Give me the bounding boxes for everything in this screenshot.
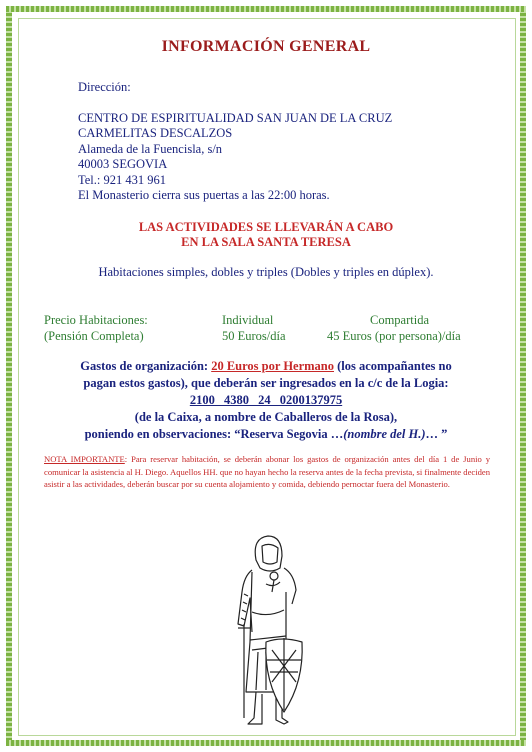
price-shared-value: 45 Euros (por persona)/día	[327, 329, 461, 343]
price-individual-head: Individual	[222, 313, 274, 327]
fees-reference-name: (nombre del H.)	[343, 427, 426, 441]
address-phone: Tel.: 921 431 961	[78, 172, 167, 187]
address-line-1: CENTRO DE ESPIRITUALIDAD SAN JUAN DE LA CRUZ	[78, 110, 393, 125]
important-note-label: NOTA IMPORTANTE	[44, 454, 125, 464]
fees-reference-post: … ”	[425, 427, 448, 441]
fees-amount: 20 Euros por Hermano	[211, 359, 334, 373]
activities-line-1: LAS ACTIVIDADES SE LLEVARÁN A CABO	[138, 220, 394, 234]
address-label: Dirección:	[78, 80, 131, 94]
price-col-label	[44, 312, 148, 344]
fees-line-4: (de la Caixa, a nombre de Caballeros de la Rosa),	[134, 410, 398, 424]
price-label-head: Precio Habitaciones:	[44, 313, 148, 327]
page-title: INFORMACIÓN GENERAL	[161, 38, 371, 55]
fees-label: Gastos de organización:	[80, 359, 212, 373]
price-individual-value: 50 Euros/día	[222, 329, 286, 343]
activities-line-2: EN LA SALA SANTA TERESA	[181, 235, 351, 249]
bank-account-number: 2100 4380 24 0200137975	[189, 393, 343, 407]
price-label-sub: (Pensión Completa)	[44, 329, 144, 343]
address-block	[78, 80, 392, 204]
fees-reference-pre: poniendo en observaciones: “Reserva Segovia …	[84, 427, 344, 441]
activities-notice	[0, 220, 532, 250]
price-col-shared	[327, 312, 461, 344]
address-line-3: Alameda de la Fuencisla, s/n	[78, 141, 223, 156]
important-note	[44, 453, 490, 491]
important-note-text: : Para reservar habitación, se deberán abonar los gastos de organización antes del día 1 de Junio y comunicar la asistencia al H. Diego. Aquellos HH. que no hayan hecho la reserva antes de la fecha prevista, si finalmente deciden asistir a las actividades, deberán buscar por su cuenta alojamiento y comida, debiendo pernoctar fuera del Monasterio.	[44, 454, 491, 489]
knight-illustration	[222, 532, 318, 732]
fees-block	[0, 358, 532, 443]
price-col-individual	[222, 312, 286, 344]
rooms-info: Habitaciones simples, dobles y triples (Dobles y triples en dúplex).	[98, 265, 434, 279]
address-line-2: CARMELITAS DESCALZOS	[78, 126, 233, 140]
fees-line-1	[0, 358, 532, 375]
address-closing-time: El Monasterio cierra sus puertas a las 22:00 horas.	[78, 188, 330, 202]
fees-line-5	[0, 426, 532, 443]
price-shared-head: Compartida	[370, 313, 430, 327]
address-line-4: 40003 SEGOVIA	[78, 157, 168, 171]
fees-line-2: pagan estos gastos), que deberán ser ingresados en la c/c de la Logia:	[83, 376, 449, 390]
fees-note: (los acompañantes no	[334, 359, 452, 373]
